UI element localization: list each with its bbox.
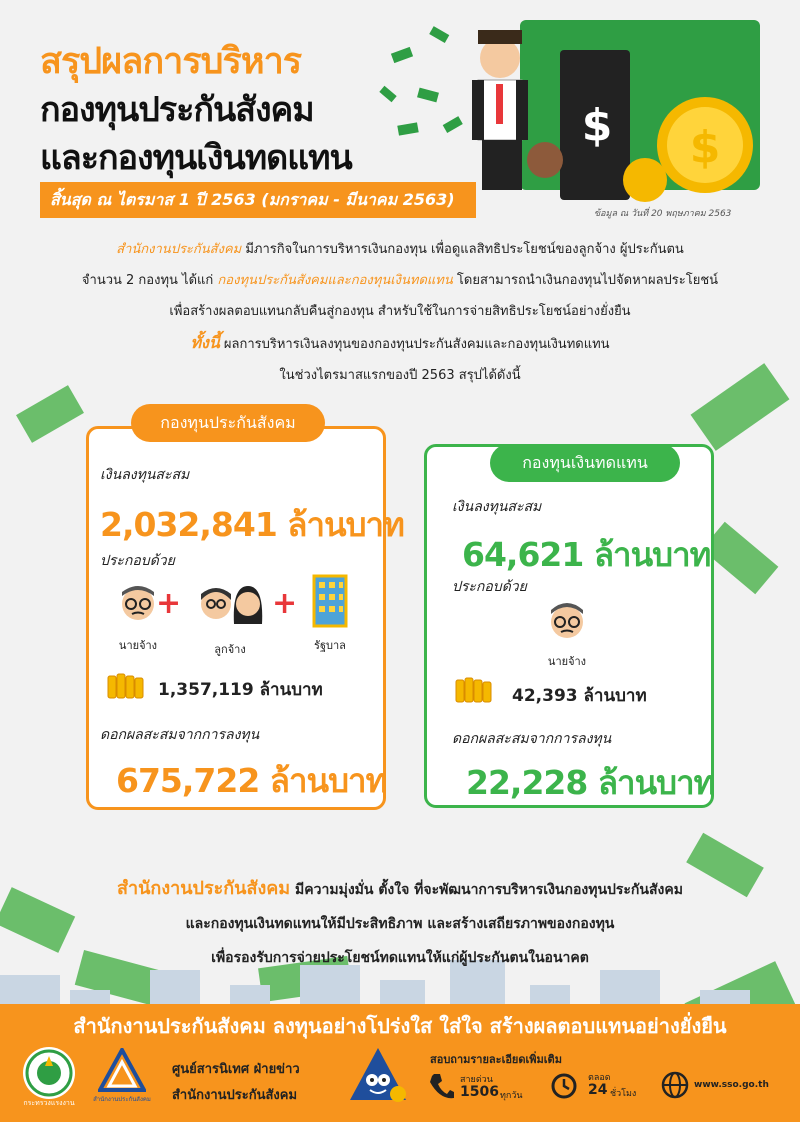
header-illustration [379,20,760,202]
intro-line-2-post: โดยสามารถนำเงินกองทุนไปจัดหาผลประโยชน์ [452,273,719,288]
banknote-left-top [16,385,84,443]
intro-line-1: มีภารกิจในการบริหารเงินกองทุน เพื่อดูแลสิทธิประโยชน์ของลูกจ้าง ผู้ประกันตน [241,242,684,257]
conclusion-line-1: มีความมุ่งมั่น ตั้งใจ ที่จะพัฒนาการบริหารเงินกองทุนประกันสังคม [290,882,683,898]
svg-text:$: $ [689,122,721,173]
intro-paragraph [30,234,770,391]
employer-label: นายจ้าง [118,639,158,652]
wcf-composed-label: ประกอบด้วย [452,579,527,595]
coins-stack-icon [454,676,494,704]
hours-value: 24 [588,1082,608,1098]
wcf-accum-label: เงินลงทุนสะสม [452,499,542,515]
ministry-logo-text: กระทรวงแรงงาน [23,1099,75,1107]
plus-icon-2: + [272,586,298,621]
wcf-return-value: 22,228 ล้านบาท [466,763,715,802]
svg-text:$: $ [581,100,613,151]
wcf-contrib-value: 42,393 ล้านบาท [512,686,647,706]
contact-title: สอบถามรายละเอียดเพิ่มเติม [430,1053,562,1066]
website-link[interactable]: www.sso.go.th [694,1080,769,1090]
ssf-accum-label: เงินลงทุนสะสม [100,467,190,483]
ssf-contrib-value: 1,357,119 ล้านบาท [158,680,323,700]
conclusion-line-3: เพื่อรองรับการจ่ายประโยชน์ทดแทนให้แก่ผู้ประกันตนในอนาคต [211,950,589,966]
pr-line-2: สำนักงานประกันสังคม [172,1088,298,1103]
slogan: สำนักงานประกันสังคม ลงทุนอย่างโปร่งใส ใส่ใจ สร้างผลตอบแทนอย่างยั่งยืน [73,1014,727,1038]
wcf-return-label: ดอกผลสะสมจากการลงทุน [452,731,612,747]
hotline-days: ทุกวัน [500,1091,523,1101]
intro-line-2-pre: จำนวน 2 กองทุน ได้แก่ [81,273,218,288]
sso-logo-text: สำนักงานประกันสังคม [93,1096,151,1103]
data-as-of: ข้อมูล ณ วันที่ 20 พฤษภาคม 2563 [594,209,732,219]
clock-24h-icon [550,1072,578,1100]
title-line-3: และกองทุนเงินทดแทน [40,138,352,178]
wcf-title-pill: กองทุนเงินทดแทน [490,444,680,482]
ssf-accum-value: 2,032,841 ล้านบาท [100,505,404,544]
conclusion-paragraph [30,872,770,975]
intro-org-name: สำนักงานประกันสังคม [116,242,242,257]
ssf-return-value: 675,722 ล้านบาท [116,761,387,800]
pr-line-1: ศูนย์สารนิเทศ ฝ่ายข่าว [172,1062,300,1077]
government-building-icon [310,572,350,628]
employee-label: ลูกจ้าง [214,643,246,656]
sso-logo [98,1048,146,1092]
intro-line-5: ในช่วงไตรมาสแรกของปี 2563 สรุปได้ดังนี้ [279,368,521,383]
conclusion-line-2: และกองทุนเงินทดแทนให้มีประสิทธิภาพ และสร้างเสถียรภาพของกองทุน [185,916,615,932]
hotline-number: 1506 [460,1084,499,1100]
plus-icon-1: + [156,586,182,621]
title-line-1: สรุปผลการบริหาร [40,41,302,82]
hours-unit: ชั่วโมง [610,1089,637,1099]
intro-line-4: ผลการบริหารเงินลงทุนของกองทุนประกันสังคมและกองทุนเงินทดแทน [219,337,610,352]
wcf-employer-label: นายจ้าง [547,655,587,668]
intro-emphasis: ทั้งนี้ [190,333,220,352]
intro-line-3: เพื่อสร้างผลตอบแทนกลับคืนสู่กองทุน สำหรับใช้ในการจ่ายสิทธิประโยชน์อย่างยั่งยืน [169,304,631,319]
globe-icon[interactable] [660,1070,690,1100]
ssf-composed-label: ประกอบด้วย [100,553,175,569]
period-banner: สิ้นสุด ณ ไตรมาส 1 ปี 2563 (มกราคม - มีนาคม 2563) [40,182,476,218]
mascot-icon [346,1044,410,1108]
hours-label: ตลอด [588,1073,611,1083]
government-label: รัฐบาล [314,639,346,652]
ssf-return-label: ดอกผลสะสมจากการลงทุน [100,727,260,743]
ministry-of-labour-logo [22,1046,76,1100]
wcf-accum-value: 64,621 ล้านบาท [462,535,711,574]
coins-stack-icon [106,672,146,700]
intro-fund-names: กองทุนประกันสังคมและกองทุนเงินทดแทน [217,273,453,288]
hotline-label: สายด่วน [460,1075,493,1085]
employer-icon [542,598,592,644]
title-line-2: กองทุนประกันสังคม [40,90,314,130]
phone-icon [428,1072,454,1100]
employee-icon [196,580,266,626]
ssf-title-pill: กองทุนประกันสังคม [131,404,325,442]
conclusion-org-name: สำนักงานประกันสังคม [117,878,291,899]
